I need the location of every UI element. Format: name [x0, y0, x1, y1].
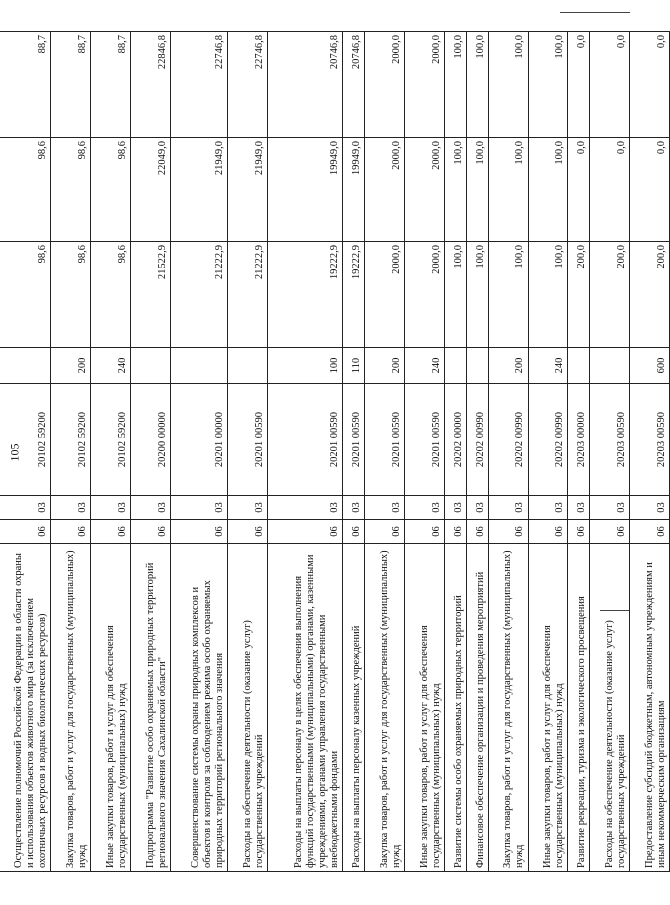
amount-col8-cell: 2000,0: [404, 32, 444, 138]
row-name-cell: Предоставление субсидий бюджетным, автономным учреждениям и иным некоммерческим организациям: [630, 544, 670, 872]
amount-col6-cell: 100,0: [488, 242, 528, 348]
table-row: [404, 32, 444, 872]
amount-col7-cell: 100,0: [528, 138, 568, 242]
row-name-cell: Развитие рекреации, туризма и экологического просвещения: [568, 544, 590, 872]
section-code-cell: 06: [343, 520, 365, 544]
budget-table: [0, 31, 670, 872]
expense-type-cell: [170, 348, 227, 384]
amount-col7-cell: 21949,0: [170, 138, 227, 242]
target-article-cell: 20201 00000: [170, 384, 227, 496]
row-name-cell: Финансовое обеспечение организации и проведения мероприятий: [466, 544, 488, 872]
amount-col6-cell: 21522,9: [130, 242, 170, 348]
section-code-cell: 06: [51, 520, 91, 544]
expense-type-cell: 240: [404, 348, 444, 384]
target-article-cell: 20202 00000: [444, 384, 466, 496]
row-name-cell: Расходы на выплаты персоналу в целях обеспечения выполнения функций государственными (муниципальными) органами, казенными учреждениями, органами управления государственными внебюджетными фондами: [267, 544, 342, 872]
amount-col8-cell: 0,0: [630, 32, 670, 138]
subsection-code-cell: 03: [404, 496, 444, 520]
subsection-code-cell: 03: [365, 496, 405, 520]
amount-col8-cell: 88,7: [91, 32, 131, 138]
expense-type-cell: 110: [343, 348, 365, 384]
expense-type-cell: [590, 348, 630, 384]
table-row: [466, 32, 488, 872]
expense-type-cell: [130, 348, 170, 384]
amount-col7-cell: 2000,0: [404, 138, 444, 242]
amount-col8-cell: 100,0: [488, 32, 528, 138]
section-code-cell: 06: [528, 520, 568, 544]
subsection-code-cell: 03: [267, 496, 342, 520]
amount-col8-cell: 22846,8: [130, 32, 170, 138]
amount-col6-cell: 21222,9: [228, 242, 268, 348]
amount-col8-cell: 88,7: [51, 32, 91, 138]
amount-col6-cell: 2000,0: [404, 242, 444, 348]
expense-type-cell: 240: [91, 348, 131, 384]
amount-col8-cell: 20746,8: [267, 32, 342, 138]
amount-col8-cell: 22746,8: [170, 32, 227, 138]
amount-col7-cell: 98,6: [0, 138, 51, 242]
target-article-cell: 20201 00590: [343, 384, 365, 496]
table-row: [51, 32, 91, 872]
amount-col7-cell: 21949,0: [228, 138, 268, 242]
table-row: [365, 32, 405, 872]
target-article-cell: 20202 00990: [466, 384, 488, 496]
table-row: [630, 32, 670, 872]
amount-col6-cell: 98,6: [51, 242, 91, 348]
section-code-cell: 06: [404, 520, 444, 544]
amount-col7-cell: 98,6: [51, 138, 91, 242]
target-article-cell: 20202 00990: [488, 384, 528, 496]
row-name-cell: Расходы на обеспечение деятельности (оказание услуг) государственных учреждений: [228, 544, 268, 872]
rotated-table-container: [0, 32, 670, 872]
section-code-cell: 06: [488, 520, 528, 544]
amount-col7-cell: 22049,0: [130, 138, 170, 242]
subsection-code-cell: 03: [568, 496, 590, 520]
row-name-cell: Закупка товаров, работ и услуг для государственных (муниципальных) нужд: [488, 544, 528, 872]
table-row: [343, 32, 365, 872]
table-row: [590, 32, 630, 872]
amount-col6-cell: 98,6: [0, 242, 51, 348]
target-article-cell: 20201 00590: [267, 384, 342, 496]
scan-mark-line: [560, 12, 630, 19]
amount-col7-cell: 0,0: [590, 138, 630, 242]
table-row: [488, 32, 528, 872]
section-code-cell: 06: [590, 520, 630, 544]
amount-col7-cell: 0,0: [568, 138, 590, 242]
amount-col7-cell: 98,6: [91, 138, 131, 242]
amount-col8-cell: 100,0: [528, 32, 568, 138]
amount-col6-cell: 2000,0: [365, 242, 405, 348]
amount-col8-cell: 100,0: [466, 32, 488, 138]
amount-col6-cell: 200,0: [630, 242, 670, 348]
amount-col8-cell: 2000,0: [365, 32, 405, 138]
expense-type-cell: [568, 348, 590, 384]
subsection-code-cell: 03: [466, 496, 488, 520]
amount-col7-cell: 19949,0: [267, 138, 342, 242]
table-row: [130, 32, 170, 872]
expense-type-cell: [228, 348, 268, 384]
target-article-cell: 20102 59200: [51, 384, 91, 496]
row-name-cell: Совершенствование системы охраны природных комплексов и объектов и контроля за соблюдением режима особо охраняемых природных территорий регионального значения: [170, 544, 227, 872]
subsection-code-cell: 03: [590, 496, 630, 520]
target-article-cell: 20203 00590: [630, 384, 670, 496]
row-name-cell: Закупка товаров, работ и услуг для государственных (муниципальных) нужд: [365, 544, 405, 872]
amount-col7-cell: 0,0: [630, 138, 670, 242]
row-name-cell: Развитие системы особо охраняемых природных территорий: [444, 544, 466, 872]
amount-col7-cell: 2000,0: [365, 138, 405, 242]
table-row: [568, 32, 590, 872]
table-row: [267, 32, 342, 872]
section-code-cell: 06: [228, 520, 268, 544]
section-code-cell: 06: [466, 520, 488, 544]
subsection-code-cell: 03: [343, 496, 365, 520]
table-row: [228, 32, 268, 872]
row-name-cell: Закупка товаров, работ и услуг для государственных (муниципальных) нужд: [51, 544, 91, 872]
section-code-cell: 06: [0, 520, 51, 544]
subsection-code-cell: 03: [130, 496, 170, 520]
amount-col6-cell: 100,0: [466, 242, 488, 348]
table-row: [91, 32, 131, 872]
row-name-cell: Расходы на обеспечение деятельности (оказание услуг) государственных учреждений: [590, 544, 630, 872]
amount-col6-cell: 100,0: [528, 242, 568, 348]
amount-col7-cell: 100,0: [488, 138, 528, 242]
amount-col8-cell: 22746,8: [228, 32, 268, 138]
section-code-cell: 06: [365, 520, 405, 544]
expense-type-cell: [466, 348, 488, 384]
expense-type-cell: 240: [528, 348, 568, 384]
subsection-code-cell: 03: [0, 496, 51, 520]
amount-col8-cell: 88,7: [0, 32, 51, 138]
amount-col6-cell: 19222,9: [267, 242, 342, 348]
expense-type-cell: 600: [630, 348, 670, 384]
target-article-cell: 20203 00590: [590, 384, 630, 496]
subsection-code-cell: 03: [51, 496, 91, 520]
target-article-cell: 20201 00590: [228, 384, 268, 496]
target-article-cell: 20201 00590: [404, 384, 444, 496]
table-row: [0, 32, 51, 872]
table-body: [0, 32, 670, 872]
section-code-cell: 06: [568, 520, 590, 544]
expense-type-cell: 200: [365, 348, 405, 384]
amount-col6-cell: 21222,9: [170, 242, 227, 348]
section-code-cell: 06: [630, 520, 670, 544]
row-name-cell: Осуществление полномочий Российской Федерации в области охраны и использования объектов животного мира (за исключением охотничьих ресурсов и водных биологических ресурсов): [0, 544, 51, 872]
subsection-code-cell: 03: [488, 496, 528, 520]
subsection-code-cell: 03: [528, 496, 568, 520]
expense-type-cell: [0, 348, 51, 384]
amount-col7-cell: 100,0: [466, 138, 488, 242]
row-name-cell: Расходы на выплаты персоналу казенных учреждений: [343, 544, 365, 872]
row-name-cell: Подпрограмма "Развитие особо охраняемых природных территорий регионального значения Сахалинской области": [130, 544, 170, 872]
amount-col6-cell: 200,0: [568, 242, 590, 348]
amount-col8-cell: 0,0: [590, 32, 630, 138]
subsection-code-cell: 03: [91, 496, 131, 520]
expense-type-cell: 100: [267, 348, 342, 384]
table-row: [170, 32, 227, 872]
target-article-cell: 20201 00590: [365, 384, 405, 496]
amount-col6-cell: 200,0: [590, 242, 630, 348]
amount-col8-cell: 20746,8: [343, 32, 365, 138]
subsection-code-cell: 03: [444, 496, 466, 520]
subsection-code-cell: 03: [630, 496, 670, 520]
amount-col6-cell: 19222,9: [343, 242, 365, 348]
table-row: [528, 32, 568, 872]
subsection-code-cell: 03: [228, 496, 268, 520]
section-code-cell: 06: [170, 520, 227, 544]
section-code-cell: 06: [267, 520, 342, 544]
amount-col6-cell: 98,6: [91, 242, 131, 348]
section-code-cell: 06: [130, 520, 170, 544]
expense-type-cell: 200: [488, 348, 528, 384]
target-article-cell: 20102 59200: [0, 384, 51, 496]
amount-col8-cell: 100,0: [444, 32, 466, 138]
amount-col6-cell: 100,0: [444, 242, 466, 348]
page-number: 105: [7, 443, 22, 462]
expense-type-cell: [444, 348, 466, 384]
amount-col7-cell: 19949,0: [343, 138, 365, 242]
target-article-cell: 20202 00990: [528, 384, 568, 496]
section-code-cell: 06: [444, 520, 466, 544]
target-article-cell: 20102 59200: [91, 384, 131, 496]
expense-type-cell: 200: [51, 348, 91, 384]
target-article-cell: 20200 00000: [130, 384, 170, 496]
row-name-cell: Иные закупки товаров, работ и услуг для обеспечения государственных (муниципальных) нужд: [528, 544, 568, 872]
row-name-cell: Иные закупки товаров, работ и услуг для обеспечения государственных (муниципальных) нужд: [404, 544, 444, 872]
amount-col8-cell: 0,0: [568, 32, 590, 138]
table-row: [444, 32, 466, 872]
target-article-cell: 20203 00000: [568, 384, 590, 496]
section-code-cell: 06: [91, 520, 131, 544]
subsection-code-cell: 03: [170, 496, 227, 520]
row-name-cell: Иные закупки товаров, работ и услуг для обеспечения государственных (муниципальных) нужд: [91, 544, 131, 872]
amount-col7-cell: 100,0: [444, 138, 466, 242]
